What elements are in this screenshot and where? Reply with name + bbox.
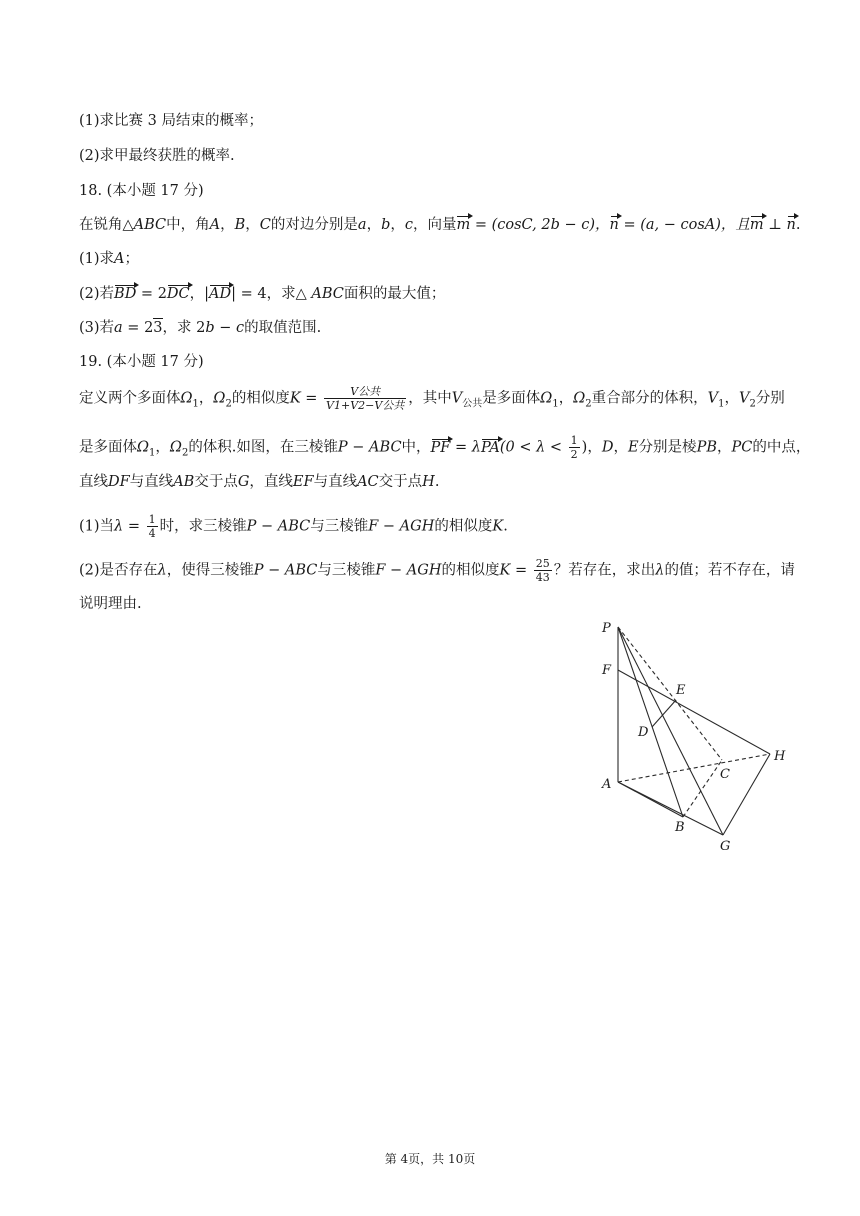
label-E: E bbox=[676, 683, 686, 698]
edge-PC bbox=[618, 627, 722, 760]
q18-part1: (1)求A； bbox=[79, 251, 140, 267]
edge-PB bbox=[618, 627, 683, 817]
sqrt-3: 3 bbox=[153, 320, 163, 336]
label-H: H bbox=[774, 749, 786, 764]
vector-n: n bbox=[609, 217, 619, 233]
q17-part1: (1)求比赛 3 局结束的概率； bbox=[79, 113, 263, 129]
edge-FH bbox=[618, 670, 770, 754]
pyramid-figure bbox=[590, 610, 800, 855]
edge-DE bbox=[652, 700, 676, 727]
q19-part2-cont: 说明理由. bbox=[79, 596, 142, 612]
edge-PG bbox=[618, 627, 723, 835]
q19-part1: (1)当λ = $\frac{1}{4}$ 时，求三棱锥P − ABC与三棱锥F − AGH的相似度K. bbox=[79, 513, 508, 540]
label-F: F bbox=[602, 663, 612, 678]
label-B: B bbox=[675, 820, 685, 835]
q18-part2: (2)若BD = 2DC，|AD| = 4，求△ ABC面积的最大值； bbox=[79, 286, 446, 302]
similarity-fraction: $\frac{\text{V公共}}{\text{V1+V2−V公共}}$ bbox=[326, 385, 405, 412]
q18-header: 18. (本小题 17 分) bbox=[79, 183, 204, 199]
label-C: C bbox=[720, 767, 730, 782]
edge-AG bbox=[618, 782, 723, 835]
q19-definition-line2: 是多面体$\Omega_1$，$\Omega_2$的体积.如图，在三棱锥P − ABC中，PF = λPA(0 < λ < $\frac{1}{2}$ )，D，E分别是棱PB，PC的中点， bbox=[79, 434, 811, 461]
page-footer: 第 4页，共 10页 bbox=[384, 1152, 476, 1166]
label-D: D bbox=[638, 725, 649, 740]
vector-m: m bbox=[456, 217, 471, 233]
q19-part2: (2)是否存在λ，使得三棱锥P − ABC与三棱锥F − AGH的相似度K = $\frac{25}{43}$ ？若存在，求出λ的值；若不存在，请 bbox=[79, 557, 795, 584]
q17-part2: (2)求甲最终获胜的概率. bbox=[79, 148, 235, 164]
q18-stem: 在锐角△ABC中，角A，B，C的对边分别是a，b，c，向量m = (cosC, 2b − c)，n = (a, − cosA)，且m ⊥ n. bbox=[79, 217, 801, 233]
q19-definition-line3: 直线DF与直线AB交于点G，直线EF与直线AC交于点H. bbox=[79, 474, 440, 490]
q19-header: 19. (本小题 17 分) bbox=[79, 354, 204, 370]
q18-part3: (3)若a = 23，求 2b − c的取值范围. bbox=[79, 320, 322, 336]
q19-definition-line1: 定义两个多面体$\Omega_1$，$\Omega_2$的相似度K = $\frac{\text{V公共}}{\text{V1+V2−V公共}}$ ，其中$V_{公共}$是多面体$\Omega_1$，$\Omega_2$重合部分的体积，$V_1$，$V_2$分别 bbox=[79, 385, 785, 412]
label-G: G bbox=[720, 839, 731, 854]
edge-GH bbox=[723, 754, 770, 835]
label-P: P bbox=[602, 621, 611, 636]
label-A: A bbox=[602, 777, 612, 792]
